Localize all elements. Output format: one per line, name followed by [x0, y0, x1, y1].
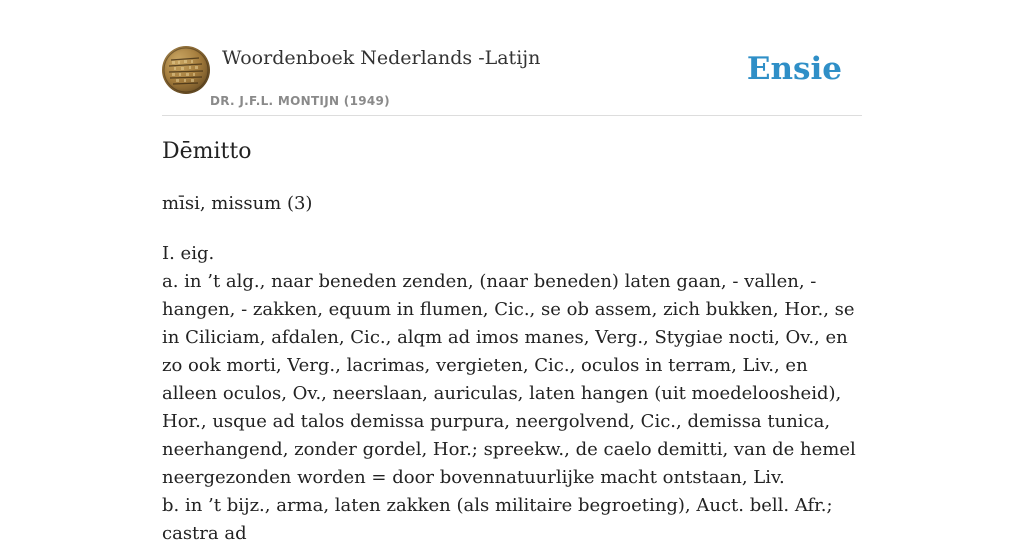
entry-title: Dēmitto: [162, 139, 252, 164]
book-header: [162, 46, 862, 116]
book-author: DR. J.F.L. MONTIJN (1949): [210, 94, 390, 108]
definition-section: a. in ’t alg., naar beneden zenden, (naar beneden) laten gaan, - vallen, - hangen, - zakken, equum in flumen, Cic., se ob assem, zich bukken, Hor., se in Ciliciam, afdalen, Cic., alqm ad imos manes, Verg., Stygiae nocti, Ov., en zo ook morti, Verg., lacrimas, vergieten, Cic., oculos in terram, Liv., en alleen oculos, Ov., neerslaan, auriculas, laten hangen (uit moedeloosheid), Hor., usque ad talos demissa purpura, neergolvend, Cic., demissa tunica, neerhangend, zonder gordel, Hor.; spreekw., de caelo demitti, van de hemel neergezonden worden = door bovennatuurlijke macht ontstaan, Liv.: [162, 271, 856, 488]
entry-definition: [162, 240, 868, 548]
book-title[interactable]: Woordenboek Nederlands -Latijn: [222, 47, 541, 69]
entry-forms: mīsi, missum (3): [162, 193, 313, 214]
bronze-seal-icon[interactable]: [162, 46, 210, 94]
definition-section: b. in ’t bijz., arma, laten zakken (als militaire begroeting), Auct. bell. Afr.; castra ad: [162, 495, 833, 544]
brand-logo-link[interactable]: Ensie: [746, 51, 842, 87]
definition-section: I. eig.: [162, 243, 215, 264]
